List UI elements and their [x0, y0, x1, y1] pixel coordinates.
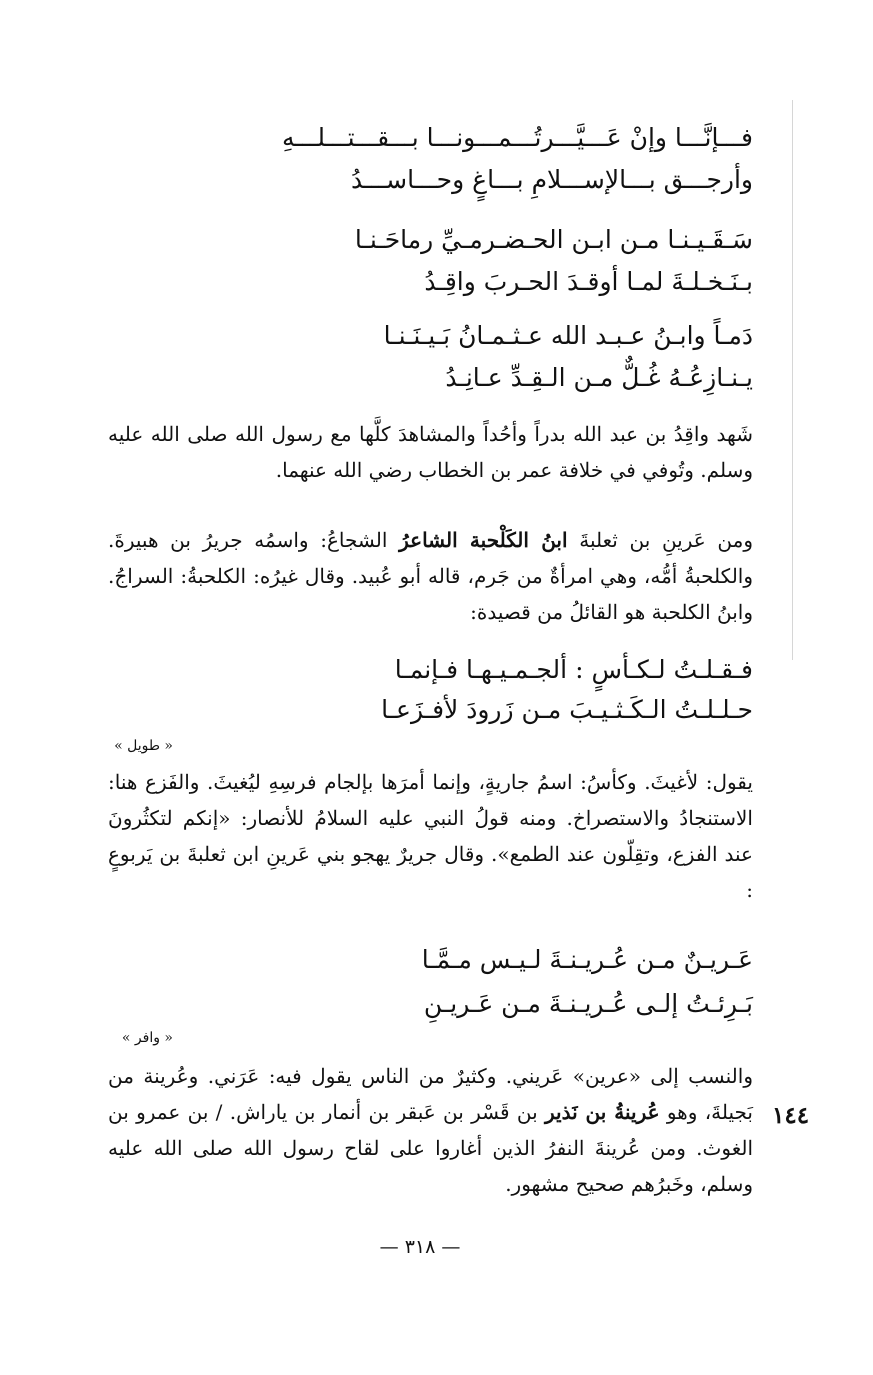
paragraph-2-text-b: الشجاعُ: واسمُه جريرُ بن هبيرةَ. والكلحبةُ أمُّه، وهي امرأةٌ من جَرم، قاله أبو عُبيد. وقال غيرُه: الكلحبةُ: السراجُ. وابنُ الكلحبة هو القائلُ من قصيدة: [108, 528, 753, 624]
poem1-verse-4: بـنَـخـلـةَ لمـا أوقـدَ الحـربَ واقِـدُ [424, 267, 753, 296]
paragraph-4-text-a: والنسب إلى «عرين» عَريني. وكثيرٌ من الناس يقول فيه: عَرَني. وعُرينة من بَجيلةَ، وهو [108, 1064, 754, 1124]
paragraph-2-bold: ابنُ الكَلْحبة الشاعرُ [399, 528, 568, 552]
poem2-verse-2: حـلـلـتُ الـكَـثـيـبَ مـن زَرودَ لأفـزَعـا [381, 695, 753, 724]
paragraph-4 [108, 1058, 753, 1202]
margin-number: ١٤٤ [772, 1102, 810, 1129]
paragraph-2 [108, 522, 753, 630]
poem2-verse-1: فـقـلـتُ لـكـأسٍ : ألجـمـيـهـا فـإنمـا [394, 655, 753, 684]
poem3-verse-2: بَـرِئـتُ إلـى عُـريـنـةَ مـن عَـريـنِ [423, 989, 753, 1018]
paragraph-4-bold: عُرينةُ بن نَذير [544, 1100, 660, 1124]
margin-rule [792, 100, 793, 660]
poem1-verse-1: فـــإنَّـــا وإنْ عَـــيَّـــرتُـــمـــونـــا بـــقـــتـــلـــهِ [281, 123, 753, 152]
paragraph-4-text-b: بن قَسْر بن عَبقر بن أنمار بن ياراش. / بن عمرو بن الغوث. ومن عُرينةَ النفرُ الذين أغاروا على لقاح رسول الله صلى الله عليه وسلم، وخَبرُهم صحيح مشهور. [108, 1100, 753, 1196]
poem2-meter: « طويل » [114, 738, 173, 754]
poem1-verse-6: يـنـازِعُـهُ غُـلٌّ مـن الـقِـدِّ عـانِـدُ [445, 363, 753, 392]
paragraph-3: يقول: لأغيثَ. وكأسُ: اسمُ جاريةٍ، وإنما أمرَها بإلجام فرسِهِ ليُغيثَ. والفَزع هنا: الاستنجادُ والاستصراخ. ومنه قولُ النبي عليه السلامُ للأنصار: «إنكم لتكثُرونَ عند الفزع، وتقِلّون عند الطمع». وقال جريرٌ يهجو بني عَرينِ ابن ثعلبةَ بن يَربوعٍ : [108, 770, 753, 902]
poem1-verse-3: سَـقَـيـنـا مـن ابـن الحـضـرمـيِّ رماحَـنـا [354, 225, 753, 254]
page-number: — ٣١٨ — [379, 1236, 461, 1258]
poem3-meter: « وافر » [121, 1030, 173, 1046]
poem1-verse-2: وأرجـــق بـــالإســـلامِ بـــاغٍ وحـــاســـدُ [351, 165, 753, 194]
poem3-verse-1: عَـريـنٌ مـن عُـريـنـةَ لـيـس مـمَّـا [421, 945, 753, 974]
poem1-verse-5: دَمـاً وابـنُ عـبـد الله عـثـمـانُ بَـيـنَـنـا [383, 321, 753, 350]
paragraph-2-text-a: ومن عَرينِ بن ثعلبةَ [567, 528, 753, 552]
paragraph-1: شَهد واقِدُ بن عبد الله بدراً وأحُداً والمشاهدَ كلَّها مع رسول الله صلى الله عليه وسلم. وتُوفي في خلافة عمر بن الخطاب رضي الله عنهما. [108, 422, 753, 482]
